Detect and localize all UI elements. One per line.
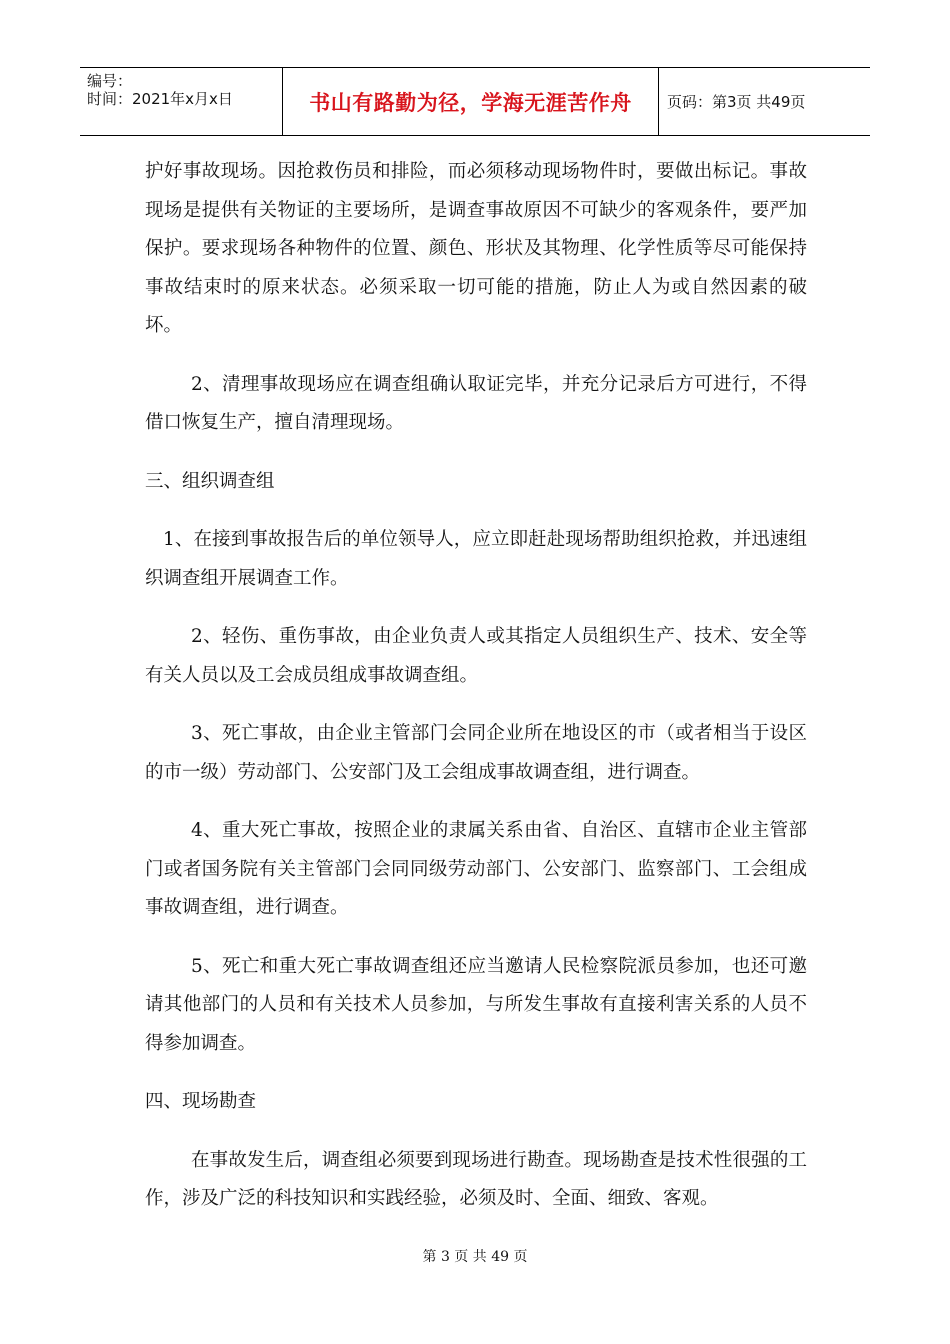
document-body (145, 153, 807, 1219)
header-page-info: 页码：第3页 共49页 (667, 93, 806, 111)
header-motto: 书山有路勤为径，学海无涯苦作舟 (282, 68, 659, 135)
paragraph-item-3: 3、死亡事故，由企业主管部门会同企业所在地设区的市（或者相当于设区的市一级）劳动部门、公安部门及工会组成事故调查组，进行调查。 (145, 723, 807, 783)
header-meta (80, 68, 282, 135)
paragraph-item-5: 5、死亡和重大死亡事故调查组还应当邀请人民检察院派员参加，也还可邀请其他部门的人员和有关技术人员参加，与所发生事故有直接利害关系的人员不得参加调查。 (145, 955, 807, 1054)
paragraph-site-survey: 在事故发生后，调查组必须要到现场进行勘查。现场勘查是技术性很强的工作，涉及广泛的科技知识和实践经验，必须及时、全面、细致、客观。 (145, 1149, 807, 1209)
section-heading-investigation-team: 三、组织调查组 (145, 470, 275, 492)
paragraph-item-1: 1、在接到事故报告后的单位领导人，应立即赶赴现场帮助组织抢救，并迅速组织调查组开展调查工作。 (145, 529, 807, 589)
document-date: 时间：2021年x月x日 (87, 90, 233, 108)
page-footer: 第 3 页 共 49 页 (422, 1249, 528, 1265)
page-header (80, 67, 870, 136)
paragraph-protect-scene: 护好事故现场。因抢救伤员和排险，而必须移动现场物件时，要做出标记。事故现场是提供有关物证的主要场所，是调查事故原因不可缺少的客观条件，要严加保护。要求现场各种物件的位置、颜色、形状及其物理、化学性质等尽可能保持事故结束时的原来状态。必须采取一切可能的措施，防止人为或自然因素的破坏。 (145, 161, 807, 336)
document-number-label: 编号： (87, 72, 133, 90)
paragraph-item-4: 4、重大死亡事故，按照企业的隶属关系由省、自治区、直辖市企业主管部门或者国务院有关主管部门会同同级劳动部门、公安部门、监察部门、工会组成事故调查组，进行调查。 (145, 820, 807, 918)
section-heading-site-survey: 四、现场勘查 (145, 1091, 257, 1112)
paragraph-clear-scene: 2、清理事故现场应在调查组确认取证完毕，并充分记录后方可进行，不得借口恢复生产，擅自清理现场。 (145, 373, 807, 433)
paragraph-item-2: 2、轻伤、重伤事故，由企业负责人或其指定人员组织生产、技术、安全等有关人员以及工会成员组成事故调查组。 (145, 626, 807, 686)
